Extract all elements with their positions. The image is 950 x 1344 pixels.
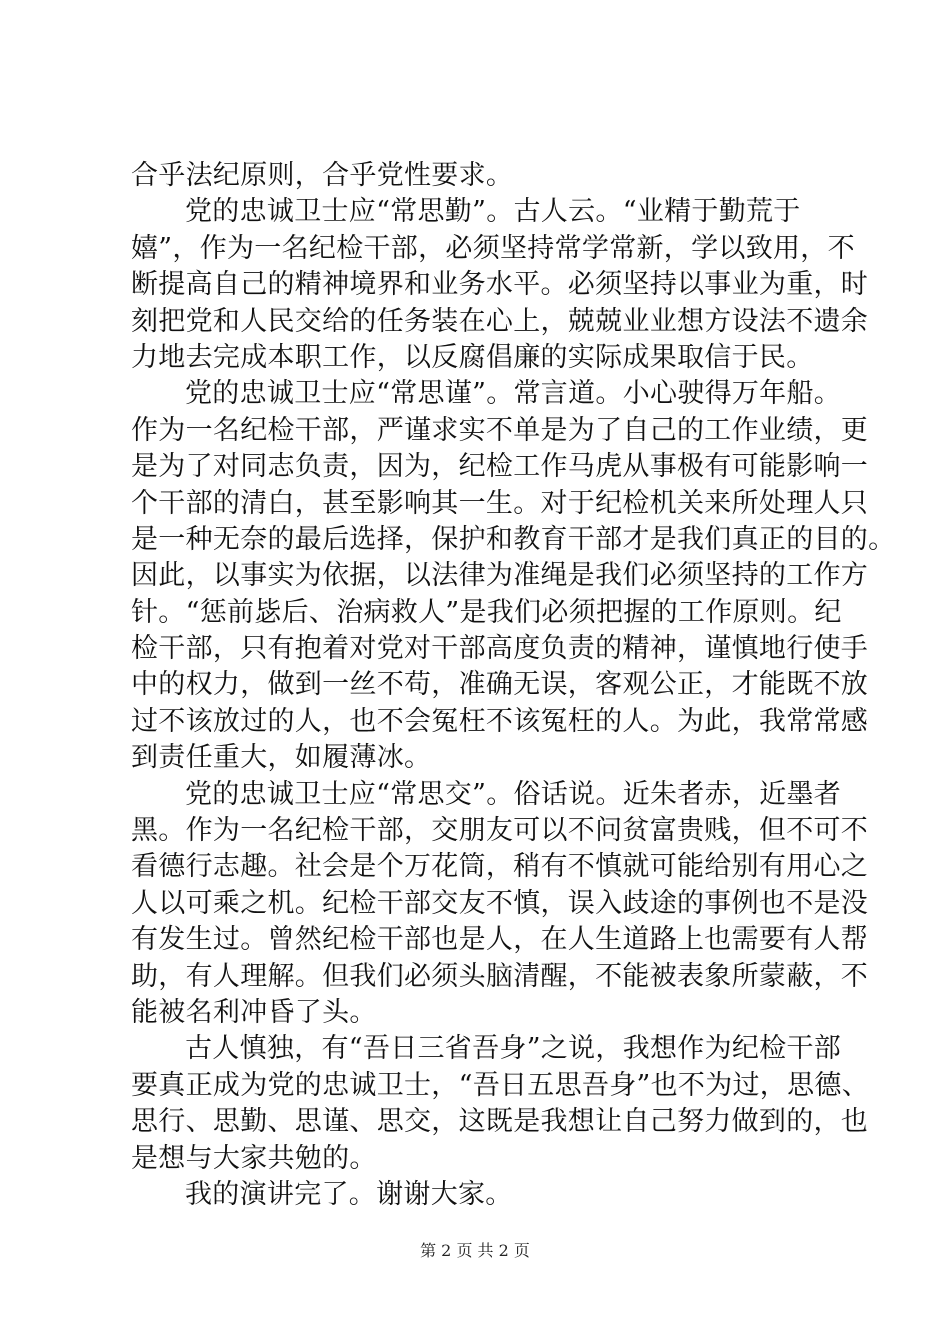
paragraph [131, 194, 869, 376]
text-line: 要真正成为党的忠诚卫士，“吾日五思吾身”也不为过，思德、 [131, 1069, 870, 1101]
text-line: 黑。作为一名纪检干部，交朋友可以不问贫富贵贱，但不可不 [131, 815, 869, 847]
text-line: 断提高自己的精神境界和业务水平。必须坚持以事业为重，时 [131, 269, 869, 301]
text-line: 能被名利冲昏了头。 [131, 996, 377, 1028]
text-line: 针。“惩前毖后、治病救人”是我们必须把握的工作原则。纪 [131, 596, 842, 628]
text-line: 党的忠诚卫士应“常思勤”。古人云。“业精于勤荒于 [185, 196, 801, 228]
text-line: 我的演讲完了。谢谢大家。 [185, 1178, 513, 1210]
text-line: 党的忠诚卫士应“常思谨”。常言道。小心驶得万年船。 [185, 378, 842, 410]
text-line: 是为了对同志负责，因为，纪检工作马虎从事极有可能影响一 [131, 451, 869, 483]
text-line: 刻把党和人民交给的任务装在心上，兢兢业业想方设法不遗余 [131, 305, 869, 337]
paragraph [131, 1031, 870, 1177]
paragraph [131, 376, 896, 776]
text-line: 嬉”，作为一名纪检干部，必须坚持常学常新，学以致用，不 [131, 232, 855, 264]
paragraph [131, 777, 869, 1032]
text-line: 人以可乘之机。纪检干部交友不慎，误入歧途的事例也不是没 [131, 887, 869, 919]
text-line: 因此，以事实为依据，以法律为准绳是我们必须坚持的工作方 [131, 560, 869, 592]
page-number: 第 2 页 共 2 页 [420, 1241, 530, 1260]
text-line: 作为一名纪检干部，严谨求实不单是为了自己的工作业绩，更 [131, 414, 869, 446]
text-line: 思行、思勤、思谨、思交，这既是我想让自己努力做到的，也 [131, 1106, 869, 1138]
text-line: 合乎法纪原则，合乎党性要求。 [131, 160, 514, 191]
text-line: 党的忠诚卫士应“常思交”。俗话说。近朱者赤，近墨者 [185, 778, 842, 810]
text-line: 检干部，只有抱着对党对干部高度负责的精神，谨慎地行使手 [131, 633, 869, 665]
text-line: 力地去完成本职工作，以反腐倡廉的实际成果取信于民。 [131, 341, 814, 373]
text-line: 是想与大家共勉的。 [131, 1142, 377, 1174]
text-line: 古人慎独，有“吾日三省吾身”之说，我想作为纪检干部 [185, 1033, 842, 1065]
paragraph [131, 158, 831, 194]
text-line: 到责任重大，如履薄冰。 [131, 742, 432, 774]
text-line: 中的权力，做到一丝不苟，准确无误，客观公正，才能既不放 [131, 669, 869, 701]
page-footer [0, 1241, 950, 1261]
document-body [131, 158, 896, 1213]
text-line: 看德行志趣。社会是个万花筒，稍有不慎就可能给别有用心之 [131, 851, 869, 883]
text-line: 是一种无奈的最后选择，保护和教育干部才是我们真正的目的。 [131, 523, 896, 555]
text-line: 个干部的清白，甚至影响其一生。对于纪检机关来所处理人只 [131, 487, 869, 519]
text-line: 助，有人理解。但我们必须头脑清醒，不能被表象所蒙蔽，不 [131, 960, 869, 992]
text-line: 过不该放过的人，也不会冤枉不该冤枉的人。为此，我常常感 [131, 705, 869, 737]
paragraph [131, 1177, 831, 1213]
text-line: 有发生过。曾然纪检干部也是人，在人生道路上也需要有人帮 [131, 924, 869, 956]
